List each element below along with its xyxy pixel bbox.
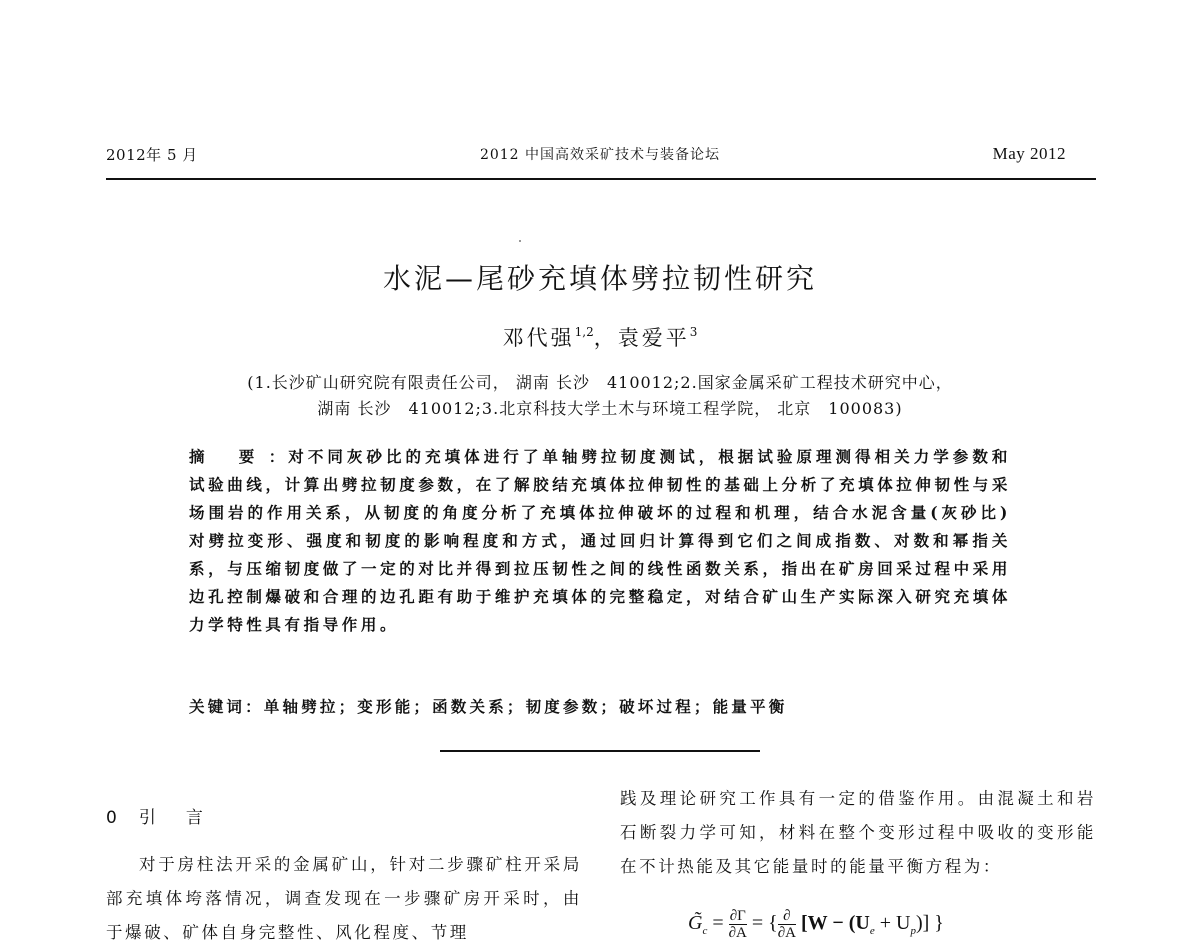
keywords [189,695,787,717]
affiliation-line-2: 湖南 长沙 410012;3.北京科技大学土木与环境工程学院， 北京 100083) [317,399,903,418]
formula-equals: = [751,912,764,935]
formula-equals: = [712,912,724,935]
formula-plus-term: + U [874,912,911,935]
formula-bracket-expression: [W − (U [801,912,870,935]
author-list [0,322,1200,352]
energy-balance-equation [688,908,944,941]
section-title-char: 言 [185,808,203,828]
section-heading-introduction [106,803,203,828]
formula-subscript-p: p [910,925,916,938]
formula-fraction-2: $\frac{\partial}{\partial A}$ [777,908,797,941]
paper-title: 水泥—尾砂充填体劈拉韧性研究 [382,262,817,295]
author-affiliation-mark: 1,2 [574,325,594,339]
paragraph-right: 践及理论研究工作具有一定的借鉴作用。由混凝土和岩石断裂力学可知，材料在整个变形过程中吸收的变形能在不计热能及其它能量时的能量平衡方程为： [620,789,1096,876]
section-number: 0 [106,808,117,828]
section-title-char: 引 [138,808,156,828]
intro-paragraph-left [106,848,582,950]
scan-speck [519,240,521,242]
header-date-cn: 2012年 5 月 [106,146,198,164]
author-affiliation-mark: 3 [689,325,698,339]
affiliation-line-1: (1.长沙矿山研究院有限责任公司， 湖南 长沙 410012;2.国家金属采矿工程技术研究中心， [247,373,953,392]
formula-subscript-e: e [869,925,875,938]
formula-close: )] } [915,912,944,935]
formula-fraction-1: $\frac{\partial\Gamma}{\partial A}$ [728,908,747,941]
keywords-label: 关键词 [189,697,246,716]
formula-lhs-subscript: c [702,925,708,938]
author-separator: ， [593,326,618,350]
header-date-en: May 2012 [992,144,1066,163]
author-name: 袁爱平 [617,326,690,350]
abstract-text: ：对不同灰砂比的充填体进行了单轴劈拉韧度测试，根据试验原理测得相关力学参数和试验曲线，计算出劈拉韧度参数，在了解胶结充填体拉伸韧性的基础上分析了充填体拉伸韧性与采场围岩的作用关系，从韧度的角度分析了充填体拉伸破坏的过程和机理，结合水泥含量(灰砂比)对劈拉变形、强度和韧度的影响程度和方式，通过回归计算得到它们之间成指数、对数和幂指关系，与压缩韧度做了一定的对比并得到拉压韧性之间的线性函数关系，指出在矿房回采过程中采用边孔控制爆破和合理的边孔距有助于维护充填体的完整稳定，对结合矿山生产实际深入研究充填体力学特性具有指导作用。 [189,447,1011,634]
author-name: 邓代强 [502,326,575,350]
abstract [189,443,1011,639]
formula-brace: { [768,912,778,935]
abstract-label: 摘 要 [189,448,269,466]
header-journal-title: 2012 中国高效采矿技术与装备论坛 [479,147,721,163]
paragraph-text: 对于房柱法开采的金属矿山，针对二步骤矿柱开采局部充填体垮落情况，调查发现在一步骤矿房开采时，由于爆破、矿体自身完整性、风化程度、节理 [106,855,582,942]
header-rule [106,178,1096,180]
formula-lhs: G̃ [688,912,703,935]
keywords-text: ：单轴劈拉；变形能；函数关系；韧度参数；破坏过程；能量平衡 [245,697,788,716]
abstract-separator-rule [440,750,760,752]
